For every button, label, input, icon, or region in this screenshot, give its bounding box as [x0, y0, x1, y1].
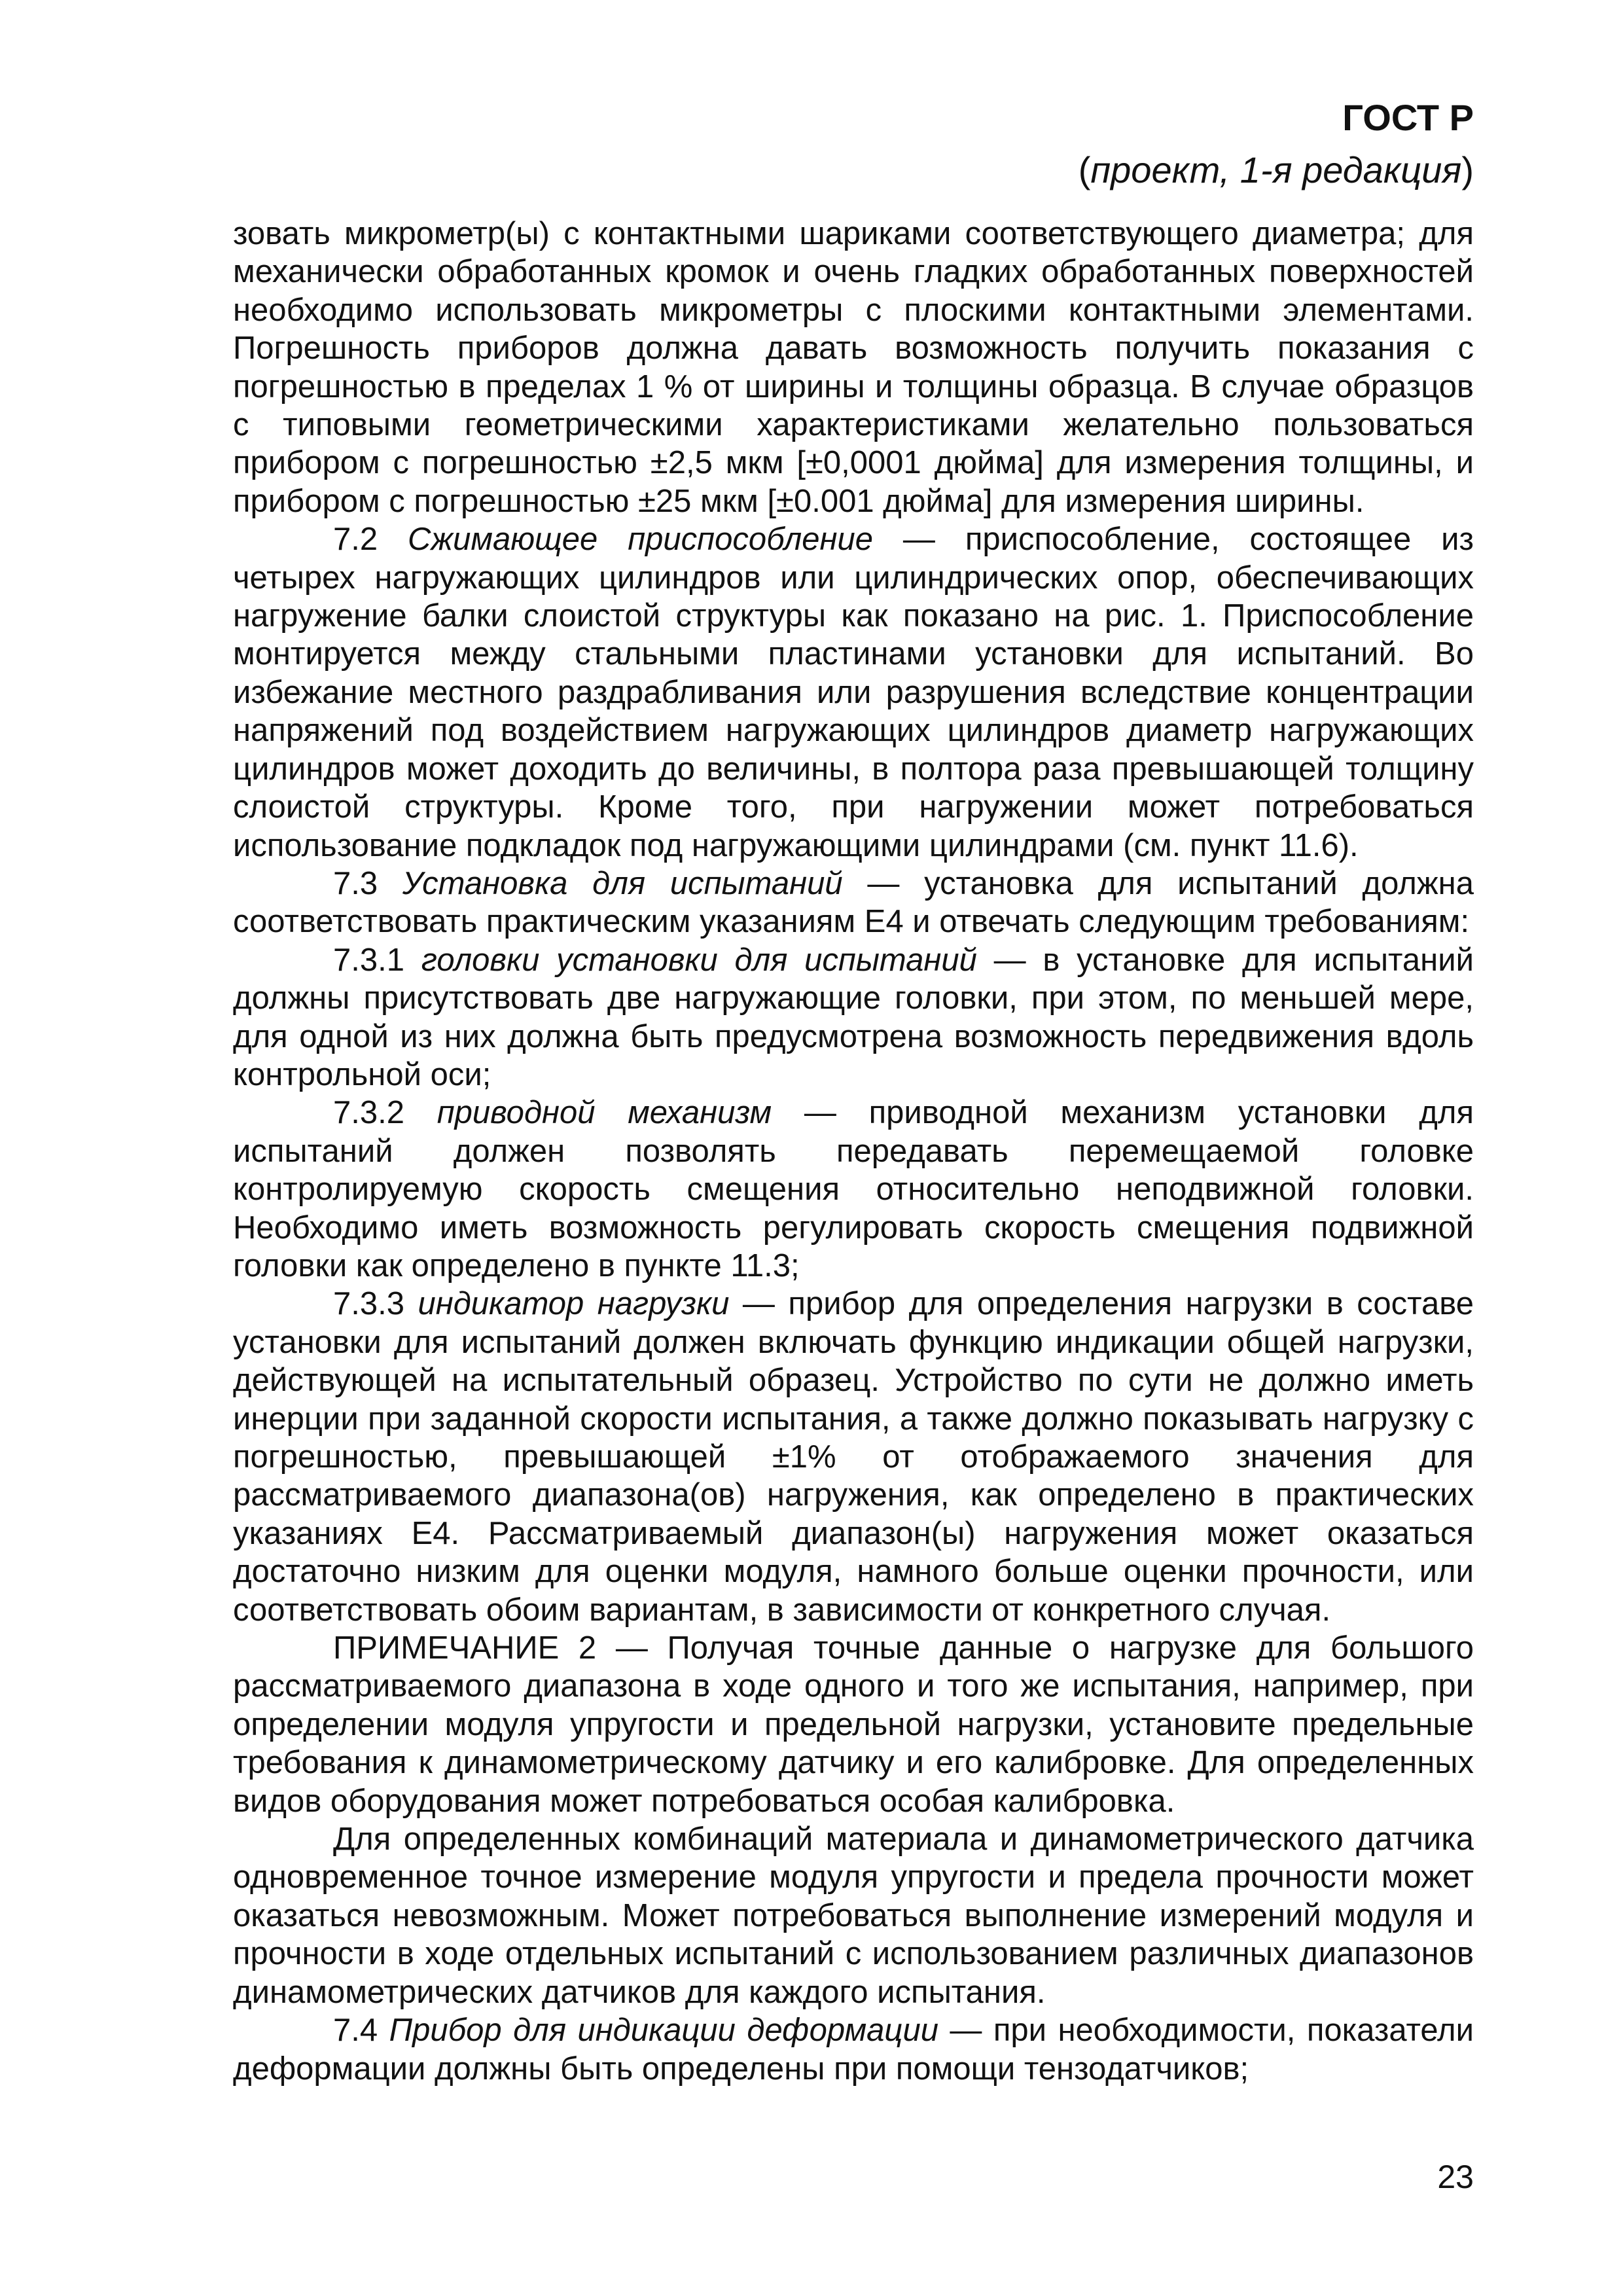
- clause-text: — приводной механизм установки для испытаний должен позволять передавать перемещаемой головке контролируемую скорость смещения относительно неподвижной головки. Необходимо иметь возможность регулировать скорость смещения подвижной головки как определено в пункте 11.3;: [233, 1095, 1474, 1283]
- clause-7-4: [233, 2011, 1474, 2088]
- clause-text: — установка для испытаний должна соответствовать практическим указаниям E4 и отвечать следующим требованиям:: [233, 865, 1474, 940]
- edition-open-paren: (: [1078, 149, 1091, 190]
- paragraph-continuation: зовать микрометр(ы) с контактными шариками соответствующего диаметра; для механически обработанных кромок и очень гладких обработанных поверхностей необходимо использовать микрометры с плоскими контактными элементами. Погрешность приборов должна давать возможность получить показания с погрешностью в пределах 1 % от ширины и толщины образца. В случае образцов с типовыми геометрическими характеристиками желательно пользоваться прибором с погрешностью ±2,5 мкм [±0,0001 дюйма] для измерения толщины, и прибором с погрешностью ±25 мкм [±0.001 дюйма] для измерения ширины.: [233, 216, 1474, 519]
- clause-term: Установка для испытаний: [402, 865, 843, 901]
- paragraph-dynamometer: Для определенных комбинаций материала и динамометрического датчика одновременное точное измерение модуля упругости и предела прочности может оказаться невозможным. Может потребоваться выполнение измерений модуля и прочности в ходе отдельных испытаний с использованием различных диапазонов динамометрических датчиков для каждого испытания.: [233, 1821, 1474, 2010]
- clause-number: 7.3.3: [333, 1286, 404, 1322]
- clause-7-3-3: [233, 1285, 1474, 1629]
- clause-7-2: [233, 520, 1474, 865]
- clause-number: 7.3: [333, 865, 378, 901]
- clause-text: — прибор для определения нагрузки в составе установки для испытаний должен включать функцию индикации общей нагрузки, действующей на испытательный образец. Устройство по сути не должно иметь инерции при заданной скорости испытания, а также должно показывать нагрузку с погрешностью, превышающей ±1% от отображаемого значения для рассматриваемого диапазона(ов) нагружения, как определено в практических указаниях E4. Рассматриваемый диапазон(ы) нагружения может оказаться достаточно низким для оценки модуля, намного больше оценки прочности, или соответствовать обоим вариантам, в зависимости от конкретного случая.: [233, 1286, 1474, 1628]
- clause-text: — приспособление, состоящее из четырех нагружающих цилиндров или цилиндрических опор, обеспечивающих нагружение балки слоистой структуры как показано на рис. 1. Приспособление монтируется между стальными пластинами установки для испытаний. Во избежание местного раздрабливания или разрушения вследствие концентрации напряжений под воздействием нагружающих цилиндров диаметр нагружающих цилиндров может доходить до величины, в полтора раза превышающей толщину слоистой структуры. Кроме того, при нагружении может потребоваться использование подкладок под нагружающими цилиндрами (см. пункт 11.6).: [233, 522, 1474, 863]
- note-2: ПРИМЕЧАНИЕ 2 — Получая точные данные о нагрузке для большого рассматриваемого диапазона в ходе одного и того же испытания, например, при определении модуля упругости и предельной нагрузки, установите предельные требования к динамометрическому датчику и его калибровке. Для определенных видов оборудования может потребоваться особая калибровка.: [233, 1630, 1474, 1819]
- standard-designation: ГОСТ Р: [1342, 97, 1474, 138]
- clause-7-3: [233, 865, 1474, 941]
- clause-term: головки установки для испытаний: [421, 942, 977, 978]
- clause-term: Сжимающее приспособление: [408, 522, 873, 558]
- edition-note: [1079, 144, 1474, 196]
- page-number: 23: [1437, 2159, 1474, 2195]
- clause-number: 7.3.1: [333, 942, 404, 978]
- clause-term: Прибор для индикации деформации: [389, 2013, 938, 2049]
- clause-7-3-1: [233, 941, 1474, 1094]
- clause-number: 7.3.2: [333, 1095, 404, 1131]
- clause-text: — при необходимости, показатели деформации должны быть определены при помощи тензодатчиков;: [233, 2013, 1474, 2087]
- edition-close-paren: ): [1461, 149, 1474, 190]
- clause-7-3-2: [233, 1094, 1474, 1285]
- clause-number: 7.4: [333, 2013, 378, 2049]
- clause-text: — в установке для испытаний должны присутствовать две нагружающие головки, при этом, по меньшей мере, для одной из них должна быть предусмотрена возможность передвижения вдоль контрольной оси;: [233, 942, 1474, 1092]
- clause-number: 7.2: [333, 522, 378, 558]
- page-header: [1079, 92, 1474, 196]
- edition-label: проект, 1-я редакция: [1090, 149, 1462, 190]
- clause-term: индикатор нагрузки: [418, 1286, 730, 1322]
- document-body: [233, 215, 1474, 2088]
- clause-term: приводной механизм: [437, 1095, 772, 1131]
